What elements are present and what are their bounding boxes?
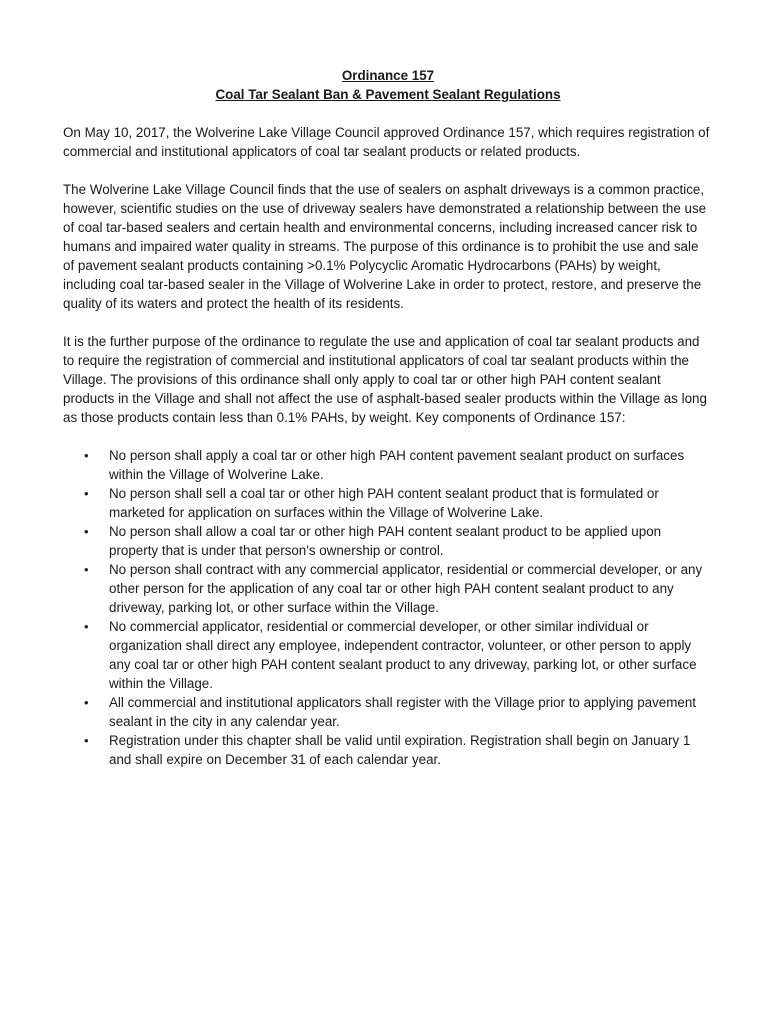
- list-item: [63, 446, 713, 484]
- bullet-icon: •: [84, 448, 89, 463]
- document-page: [63, 66, 713, 769]
- list-item: [63, 693, 713, 731]
- bullet-icon: •: [84, 733, 89, 748]
- document-title: Ordinance 157: [341, 68, 435, 83]
- list-item: [63, 484, 713, 522]
- document-subtitle: Coal Tar Sealant Ban & Pavement Sealant Regulations: [215, 87, 561, 102]
- list-item-text: All commercial and institutional applicators shall register with the Village prior to applying pavement sealant in the city in any calendar year.: [109, 695, 697, 729]
- list-item-text: No person shall sell a coal tar or other high PAH content sealant product that is formulated or marketed for application on surfaces within the Village of Wolverine Lake.: [109, 486, 659, 520]
- list-item-text: No person shall allow a coal tar or other high PAH content sealant product to be applied upon property that is under that person's ownership or control.: [109, 524, 662, 558]
- bullet-icon: •: [84, 524, 89, 539]
- key-components-list: [63, 446, 713, 769]
- list-item-text: Registration under this chapter shall be valid until expiration. Registration shall begin on January 1 and shall expire on December 31 of each calendar year.: [109, 733, 691, 767]
- bullet-icon: •: [84, 562, 89, 577]
- purpose-paragraph: It is the further purpose of the ordinance to regulate the use and application of coal tar sealant products and to require the registration of commercial and institutional applicators of coal tar sealant products within the Village. The provisions of this ordinance shall only apply to coal tar or other high PAH content sealant products in the Village and shall not affect the use of asphalt-based sealer products within the Village as long as those products contain less than 0.1% PAHs, by weight. Key components of Ordinance 157:: [63, 334, 707, 425]
- list-item: [63, 522, 713, 560]
- bullet-icon: •: [84, 695, 89, 710]
- findings-paragraph: The Wolverine Lake Village Council finds that the use of sealers on asphalt driveways is a common practice, however, scientific studies on the use of driveway sealers have demonstrated a relationship between the use of coal tar-based sealers and certain health and environmental concerns, including increased cancer risk to humans and impaired water quality in streams. The purpose of this ordinance is to prohibit the use and sale of pavement sealant products containing >0.1% Polycyclic Aromatic Hydrocarbons (PAHs) by weight, including coal tar-based sealer in the Village of Wolverine Lake in order to protect, restore, and preserve the quality of its waters and protect the health of its residents.: [63, 182, 707, 311]
- list-item-text: No commercial applicator, residential or commercial developer, or other similar individual or organization shall direct any employee, independent contractor, volunteer, or other person to apply any coal tar or other high PAH content sealant product to any driveway, parking lot, or other surface within the Village.: [109, 619, 697, 691]
- list-item: [63, 731, 713, 769]
- bullet-icon: •: [84, 486, 89, 501]
- intro-paragraph: On May 10, 2017, the Wolverine Lake Village Council approved Ordinance 157, which requires registration of commercial and institutional applicators of coal tar sealant products or related products.: [63, 125, 710, 159]
- list-item: [63, 617, 713, 693]
- list-item-text: No person shall contract with any commercial applicator, residential or commercial developer, or any other person for the application of any coal tar or other high PAH content sealant product to any driveway, parking lot, or other surface within the Village.: [109, 562, 703, 615]
- list-item-text: No person shall apply a coal tar or other high PAH content pavement sealant product on surfaces within the Village of Wolverine Lake.: [109, 448, 685, 482]
- bullet-icon: •: [84, 619, 89, 634]
- list-item: [63, 560, 713, 617]
